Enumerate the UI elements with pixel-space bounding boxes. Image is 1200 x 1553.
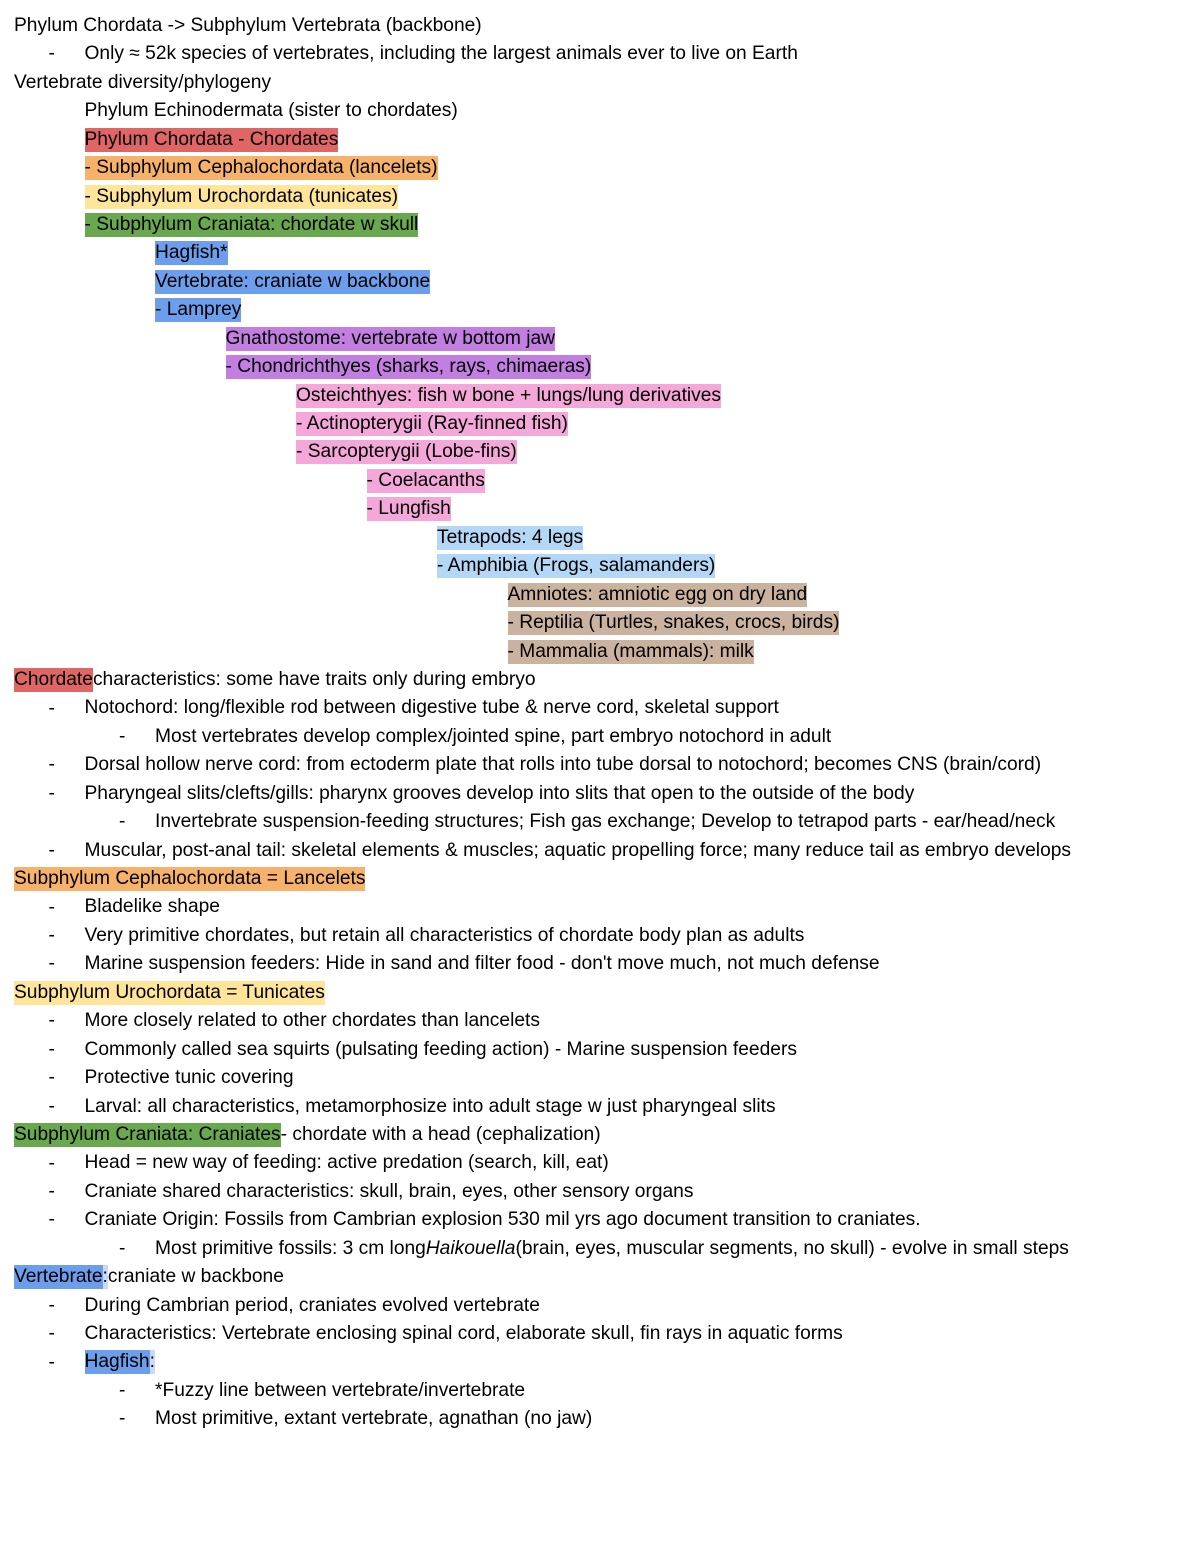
line-text: Phylum Chordata -> Subphylum Vertebrata (backbone) xyxy=(14,14,482,36)
outline-line xyxy=(0,183,1200,211)
bullet-item xyxy=(0,1377,1200,1405)
bullet-item xyxy=(0,1036,1200,1064)
highlighted-text: Subphylum Urochordata = Tunicates xyxy=(14,981,325,1003)
line-text: Most vertebrates develop complex/jointed spine, part embryo notochord in adult xyxy=(155,725,832,747)
highlighted-text: - Reptilia (Turtles, snakes, crocs, birds) xyxy=(507,612,840,634)
bullet-item xyxy=(0,1405,1200,1433)
outline-line xyxy=(0,154,1200,182)
highlighted-text: - Coelacanths xyxy=(366,469,485,491)
highlighted-text: Subphylum Cephalochordata = Lancelets xyxy=(14,868,366,890)
bullet-dash: - xyxy=(48,1209,55,1231)
highlighted-text: Osteichthyes: fish w bone + lungs/lung derivatives xyxy=(296,384,722,406)
outline-line xyxy=(0,581,1200,609)
outline-line xyxy=(0,268,1200,296)
line-text: Head = new way of feeding: active predation (search, kill, eat) xyxy=(84,1152,609,1174)
line-text: *Fuzzy line between vertebrate/invertebrate xyxy=(155,1379,526,1401)
outline-line xyxy=(0,467,1200,495)
bullet-dash: - xyxy=(119,725,126,747)
highlighted-text: - Subphylum Urochordata (tunicates) xyxy=(84,185,399,207)
bullet-item xyxy=(0,1320,1200,1348)
bullet-dash: - xyxy=(48,953,55,975)
bullet-item xyxy=(0,808,1200,836)
outline-line xyxy=(0,1263,1200,1291)
bullet-item xyxy=(0,894,1200,922)
bullet-item xyxy=(0,780,1200,808)
outline-line xyxy=(0,97,1200,125)
line-text: Pharyngeal slits/clefts/gills: pharynx grooves develop into slits that open to the outside of the body xyxy=(84,782,915,804)
bullet-item xyxy=(0,1235,1200,1263)
line-text: Notochord: long/flexible rod between digestive tube & nerve cord, skeletal support xyxy=(84,697,779,719)
highlighted-text: Vertebrate: craniate w backbone xyxy=(155,270,431,292)
line-text: Bladelike shape xyxy=(84,896,220,918)
bullet-dash: - xyxy=(48,1038,55,1060)
bullet-item xyxy=(0,1349,1200,1377)
bullet-dash: - xyxy=(48,697,55,719)
highlighted-text: Hagfish* xyxy=(155,242,228,264)
highlighted-text: - Sarcopterygii (Lobe-fins) xyxy=(296,441,517,463)
line-text: Phylum Echinodermata (sister to chordates) xyxy=(84,100,458,122)
line-text: Characteristics: Vertebrate enclosing spinal cord, elaborate skull, fin rays in aquatic forms xyxy=(84,1323,843,1345)
highlighted-text: - Subphylum Cephalochordata (lancelets) xyxy=(84,157,438,179)
bullet-item xyxy=(0,1206,1200,1234)
line-text: craniate w backbone xyxy=(107,1266,284,1288)
bullet-dash: - xyxy=(48,925,55,946)
bullet-item xyxy=(0,695,1200,723)
bullet-dash: - xyxy=(48,839,55,861)
bullet-dash: - xyxy=(48,782,55,804)
highlighted-text: Subphylum Craniata: Craniates xyxy=(14,1123,281,1145)
line-text: Protective tunic covering xyxy=(84,1067,294,1089)
outline-line xyxy=(0,495,1200,523)
line-text: Commonly called sea squirts (pulsating feeding action) - Marine suspension feeders xyxy=(84,1038,797,1060)
outline-line xyxy=(0,211,1200,239)
outline-line xyxy=(0,552,1200,580)
bullet-dash: - xyxy=(48,754,55,776)
highlighted-text: Hagfish xyxy=(84,1351,150,1373)
bullet-dash: - xyxy=(119,1408,126,1430)
line-text: Only ≈ 52k species of vertebrates, including the largest animals ever to live on Earth xyxy=(84,43,798,65)
bullet-item xyxy=(0,1007,1200,1035)
bullet-item xyxy=(0,1292,1200,1320)
highlighted-text: Amniotes: amniotic egg on dry land xyxy=(507,583,808,605)
outline-line xyxy=(0,325,1200,353)
outline-line xyxy=(0,240,1200,268)
bullet-dash: - xyxy=(48,1180,55,1202)
outline-line xyxy=(0,1121,1200,1149)
outline-line xyxy=(0,353,1200,381)
outline-line xyxy=(0,865,1200,893)
line-text: characteristics: some have traits only during embryo xyxy=(92,668,536,690)
bullet-dash: - xyxy=(48,896,55,918)
line-text: Most primitive fossils: 3 cm long xyxy=(155,1237,426,1259)
line-text: Larval: all characteristics, metamorphosize into adult stage w just pharyngeal slits xyxy=(84,1095,776,1117)
bullet-dash: - xyxy=(48,1095,55,1117)
outline-line xyxy=(0,296,1200,324)
line-text: Marine suspension feeders: Hide in sand and filter food - don't move much, not much defense xyxy=(84,953,880,975)
bullet-dash: - xyxy=(48,1067,55,1089)
outline-line xyxy=(0,12,1200,40)
bullet-dash: - xyxy=(119,811,126,833)
outline-line xyxy=(0,638,1200,666)
line-text: Most primitive, extant vertebrate, agnathan (no jaw) xyxy=(155,1408,593,1430)
outline-line xyxy=(0,382,1200,410)
outline-line xyxy=(0,410,1200,438)
outline-line xyxy=(0,524,1200,552)
highlighted-text: - Chondrichthyes (sharks, rays, chimaeras) xyxy=(225,356,592,378)
highlighted-text: - Lungfish xyxy=(366,498,451,520)
bullet-item xyxy=(0,40,1200,68)
bullet-item xyxy=(0,1064,1200,1092)
line-text: Dorsal hollow nerve cord: from ectoderm plate that rolls into tube dorsal to notochord; becomes CNS (brain/cord) xyxy=(84,754,1042,776)
highlighted-text: - Amphibia (Frogs, salamanders) xyxy=(437,555,716,577)
bullet-dash: - xyxy=(119,1380,126,1401)
bullet-dash: - xyxy=(48,1294,55,1316)
document-body xyxy=(0,12,1200,1434)
highlighted-text: - Lamprey xyxy=(155,299,242,321)
outline-line xyxy=(0,979,1200,1007)
outline-line xyxy=(0,666,1200,694)
highlighted-text: : xyxy=(102,1266,108,1288)
bullet-item xyxy=(0,950,1200,978)
line-text: - chordate with a head (cephalization) xyxy=(280,1123,601,1145)
highlighted-text: Phylum Chordata - Chordates xyxy=(84,128,339,150)
line-text: Very primitive chordates, but retain all characteristics of chordate body plan as adults xyxy=(84,924,805,946)
line-text: Craniate shared characteristics: skull, brain, eyes, other sensory organs xyxy=(84,1180,694,1202)
bullet-dash: - xyxy=(48,1152,55,1174)
line-text: During Cambrian period, craniates evolved vertebrate xyxy=(84,1294,540,1316)
bullet-item xyxy=(0,1093,1200,1121)
italic-text: Haikouella xyxy=(425,1237,516,1259)
bullet-dash: - xyxy=(48,1010,55,1032)
bullet-item xyxy=(0,751,1200,779)
highlighted-text: Chordate xyxy=(14,668,93,690)
bullet-item xyxy=(0,1150,1200,1178)
highlighted-text: Tetrapods: 4 legs xyxy=(437,526,584,548)
outline-line xyxy=(0,126,1200,154)
highlighted-text: : xyxy=(149,1351,155,1373)
line-text: Invertebrate suspension-feeding structures; Fish gas exchange; Develop to tetrapod parts - ear/head/neck xyxy=(155,811,1056,833)
outline-line xyxy=(0,439,1200,467)
bullet-item xyxy=(0,723,1200,751)
bullet-dash: - xyxy=(48,43,55,65)
line-text: Vertebrate diversity/phylogeny xyxy=(14,71,272,93)
line-text: More closely related to other chordates than lancelets xyxy=(84,1010,540,1032)
highlighted-text: - Subphylum Craniata: chordate w skull xyxy=(84,213,419,235)
line-text: (brain, eyes, muscular segments, no skull) - evolve in small steps xyxy=(515,1237,1069,1259)
highlighted-text: Vertebrate xyxy=(14,1266,103,1288)
bullet-item xyxy=(0,837,1200,865)
highlighted-text: Gnathostome: vertebrate w bottom jaw xyxy=(225,327,556,349)
bullet-dash: - xyxy=(48,1351,55,1373)
outline-line xyxy=(0,609,1200,637)
bullet-item xyxy=(0,922,1200,950)
bullet-dash: - xyxy=(119,1237,126,1259)
line-text: Craniate Origin: Fossils from Cambrian explosion 530 mil yrs ago document transition to craniates. xyxy=(84,1209,921,1231)
highlighted-text: - Mammalia (mammals): milk xyxy=(507,640,754,662)
line-text: Muscular, post-anal tail: skeletal elements & muscles; aquatic propelling force; many reduce tail as embryo develops xyxy=(84,839,1072,861)
outline-line xyxy=(0,69,1200,97)
bullet-item xyxy=(0,1178,1200,1206)
bullet-dash: - xyxy=(48,1323,55,1345)
highlighted-text: - Actinopterygii (Ray-finned fish) xyxy=(296,413,568,435)
